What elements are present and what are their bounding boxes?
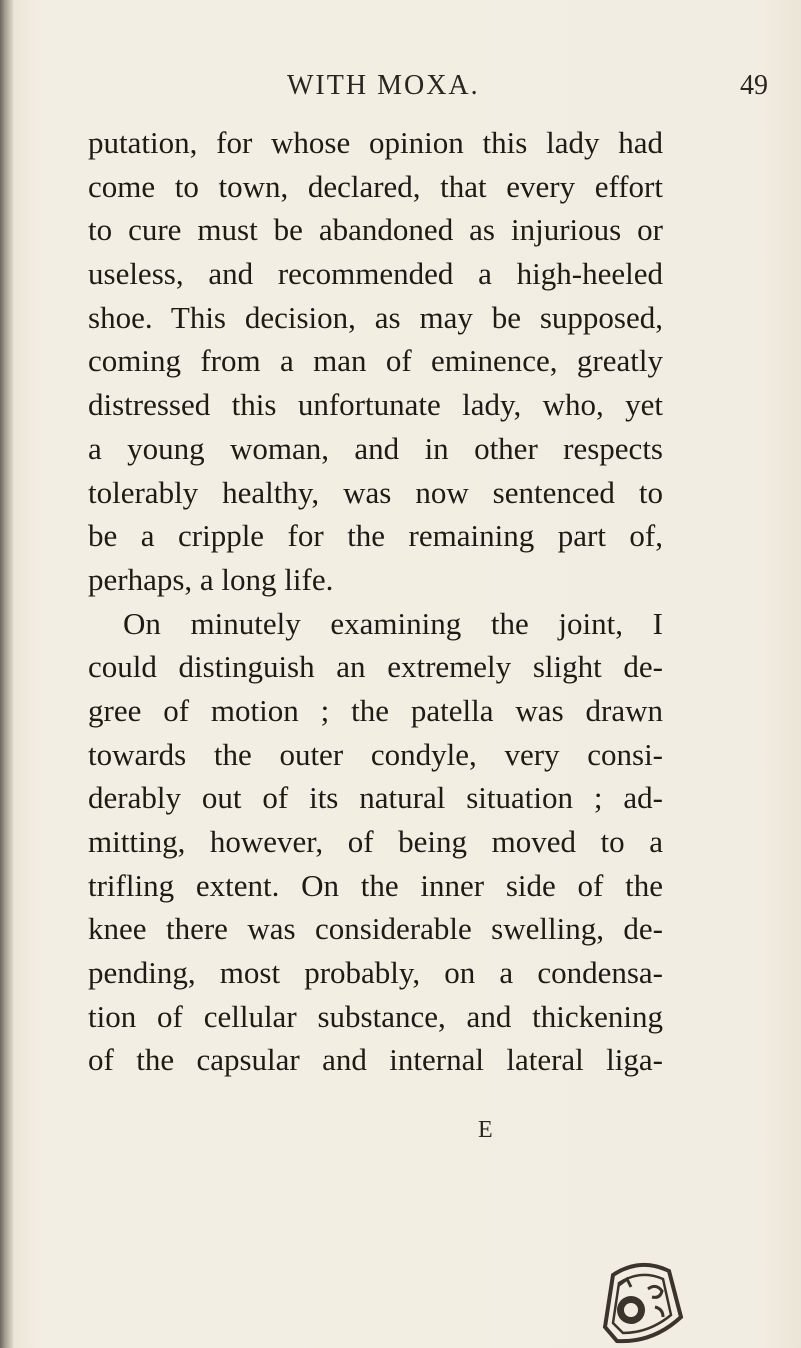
text-line: coming from a man of eminence, greatly — [88, 343, 663, 379]
text-line: putation, for whose opinion this lady had — [88, 125, 663, 160]
text-line: On minutely examining the joint, I — [123, 605, 663, 641]
text-line: perhaps, a long life. — [88, 561, 334, 597]
text-line: towards the outer condyle, very consi- — [88, 736, 663, 772]
text-line: of the capsular and internal lateral liga- — [88, 1042, 663, 1078]
text-line: derably out of its natural situation ; ad- — [88, 780, 663, 816]
text-line: to cure must be abandoned as injurious or — [88, 212, 663, 248]
library-stamp-icon — [593, 1255, 688, 1345]
text-line: come to town, declared, that every effort — [88, 168, 663, 204]
text-line: useless, and recommended a high-heeled — [88, 256, 663, 292]
text-line: knee there was considerable swelling, de- — [88, 911, 663, 947]
text-line: trifling extent. On the inner side of the — [88, 867, 663, 903]
text-line: tolerably healthy, was now sentenced to — [88, 474, 663, 510]
body-text — [88, 121, 663, 1082]
text-line: could distinguish an extremely slight de- — [88, 649, 663, 685]
running-head: WITH MOXA. — [287, 70, 480, 101]
signature-mark: E — [478, 1117, 493, 1143]
text-line: tion of cellular substance, and thickening — [88, 998, 663, 1034]
text-line: be a cripple for the remaining part of, — [88, 518, 663, 554]
page-number: 49 — [740, 70, 768, 101]
text-line: gree of motion ; the patella was drawn — [88, 692, 663, 728]
spine-shadow — [0, 0, 14, 1348]
text-line: mitting, however, of being moved to a — [88, 824, 663, 859]
text-line: shoe. This decision, as may be supposed, — [88, 299, 663, 335]
text-line: a young woman, and in other respects — [88, 430, 663, 466]
text-line: pending, most probably, on a condensa- — [88, 955, 663, 991]
text-line: distressed this unfortunate lady, who, yet — [88, 387, 663, 423]
